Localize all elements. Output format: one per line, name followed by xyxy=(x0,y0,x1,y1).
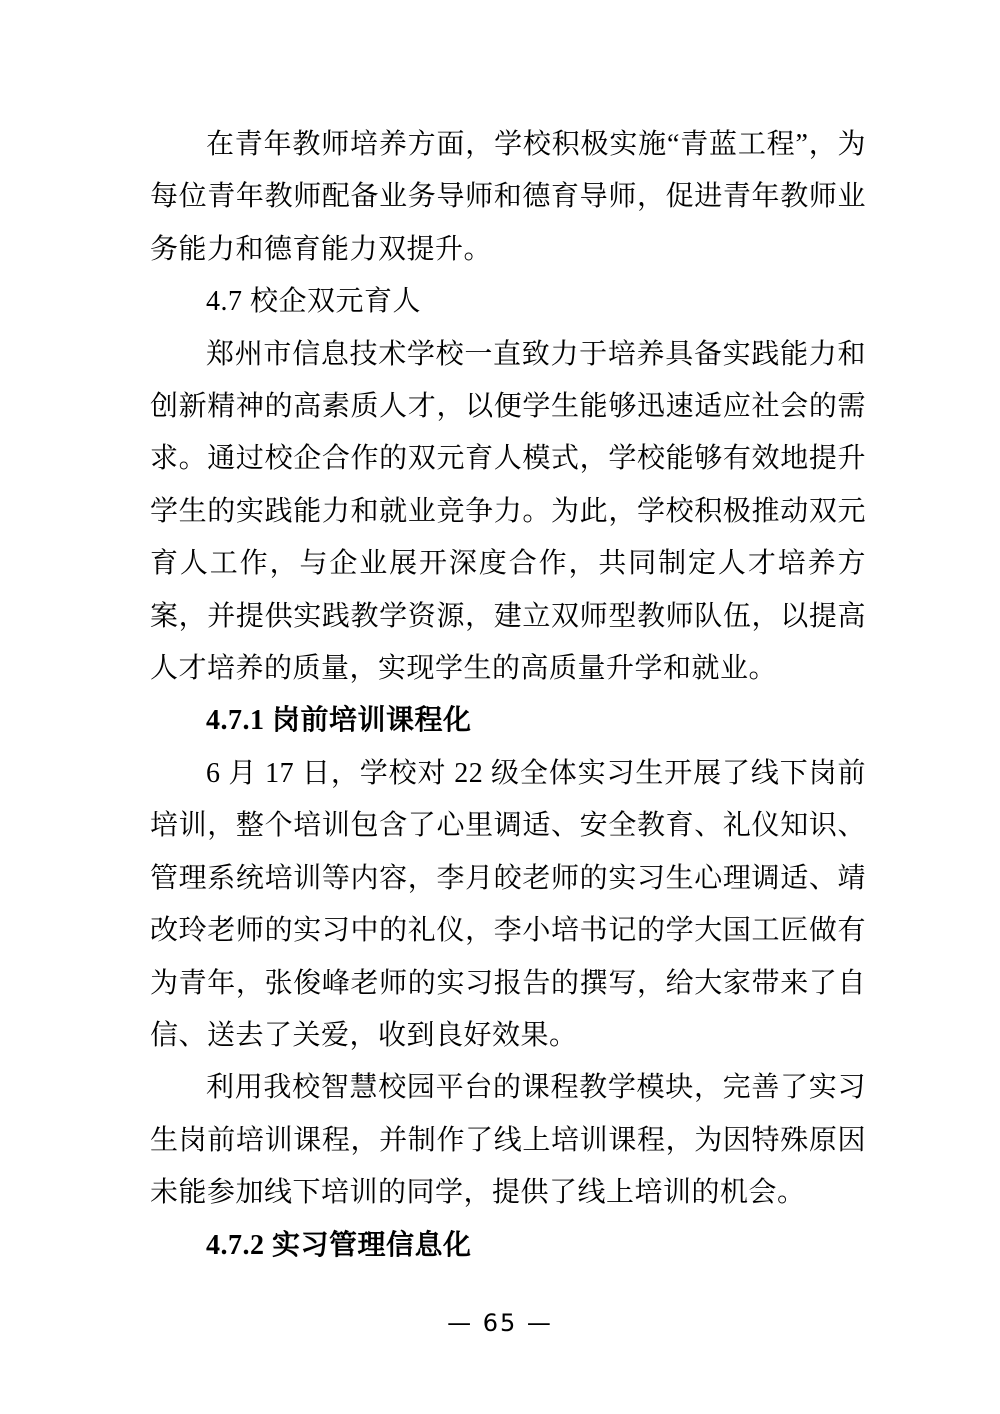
subsection-heading-4-7-2: 4.7.2 实习管理信息化 xyxy=(206,1229,472,1261)
document-content xyxy=(150,119,866,1272)
section-heading-4-7: 4.7 校企双元育人 xyxy=(206,286,422,318)
paragraph-pre-job-training-session: 6 月 17 日，学校对 22 级全体实习生开展了线下岗前培训，整个培训包含了心里调适、安全教育、礼仪知识、管理系统培训等内容，李月皎老师的实习生心理调适、靖改玲老师的实习中的礼仪，李小培书记的学大国工匠做有为青年，张俊峰老师的实习报告的撰写，给大家带来了自信、送去了关爱，收到良好效果。 xyxy=(150,757,866,1051)
paragraph-online-training-course: 利用我校智慧校园平台的课程教学模块，完善了实习生岗前培训课程，并制作了线上培训课程，为因特殊原因未能参加线下培训的同学，提供了线上培训的机会。 xyxy=(150,1072,866,1209)
subsection-heading-4-7-1: 4.7.1 岗前培训课程化 xyxy=(206,705,472,737)
paragraph-school-enterprise-dual-education: 郑州市信息技术学校一直致力于培养具备实践能力和创新精神的高素质人才，以便学生能够迅速适应社会的需求。通过校企合作的双元育人模式，学校能够有效地提升学生的实践能力和就业竞争力。为此，学校积极推动双元育人工作，与企业展开深度合作，共同制定人才培养方案，并提供实践教学资源，建立双师型教师队伍，以提高人才培养的质量，实现学生的高质量升学和就业。 xyxy=(150,338,866,685)
page-number: — 65 — xyxy=(447,1309,553,1337)
paragraph-young-teacher-training: 在青年教师培养方面，学校积极实施“青蓝工程”，为每位青年教师配备业务导师和德育导师，促进青年教师业务能力和德育能力双提升。 xyxy=(150,129,866,265)
